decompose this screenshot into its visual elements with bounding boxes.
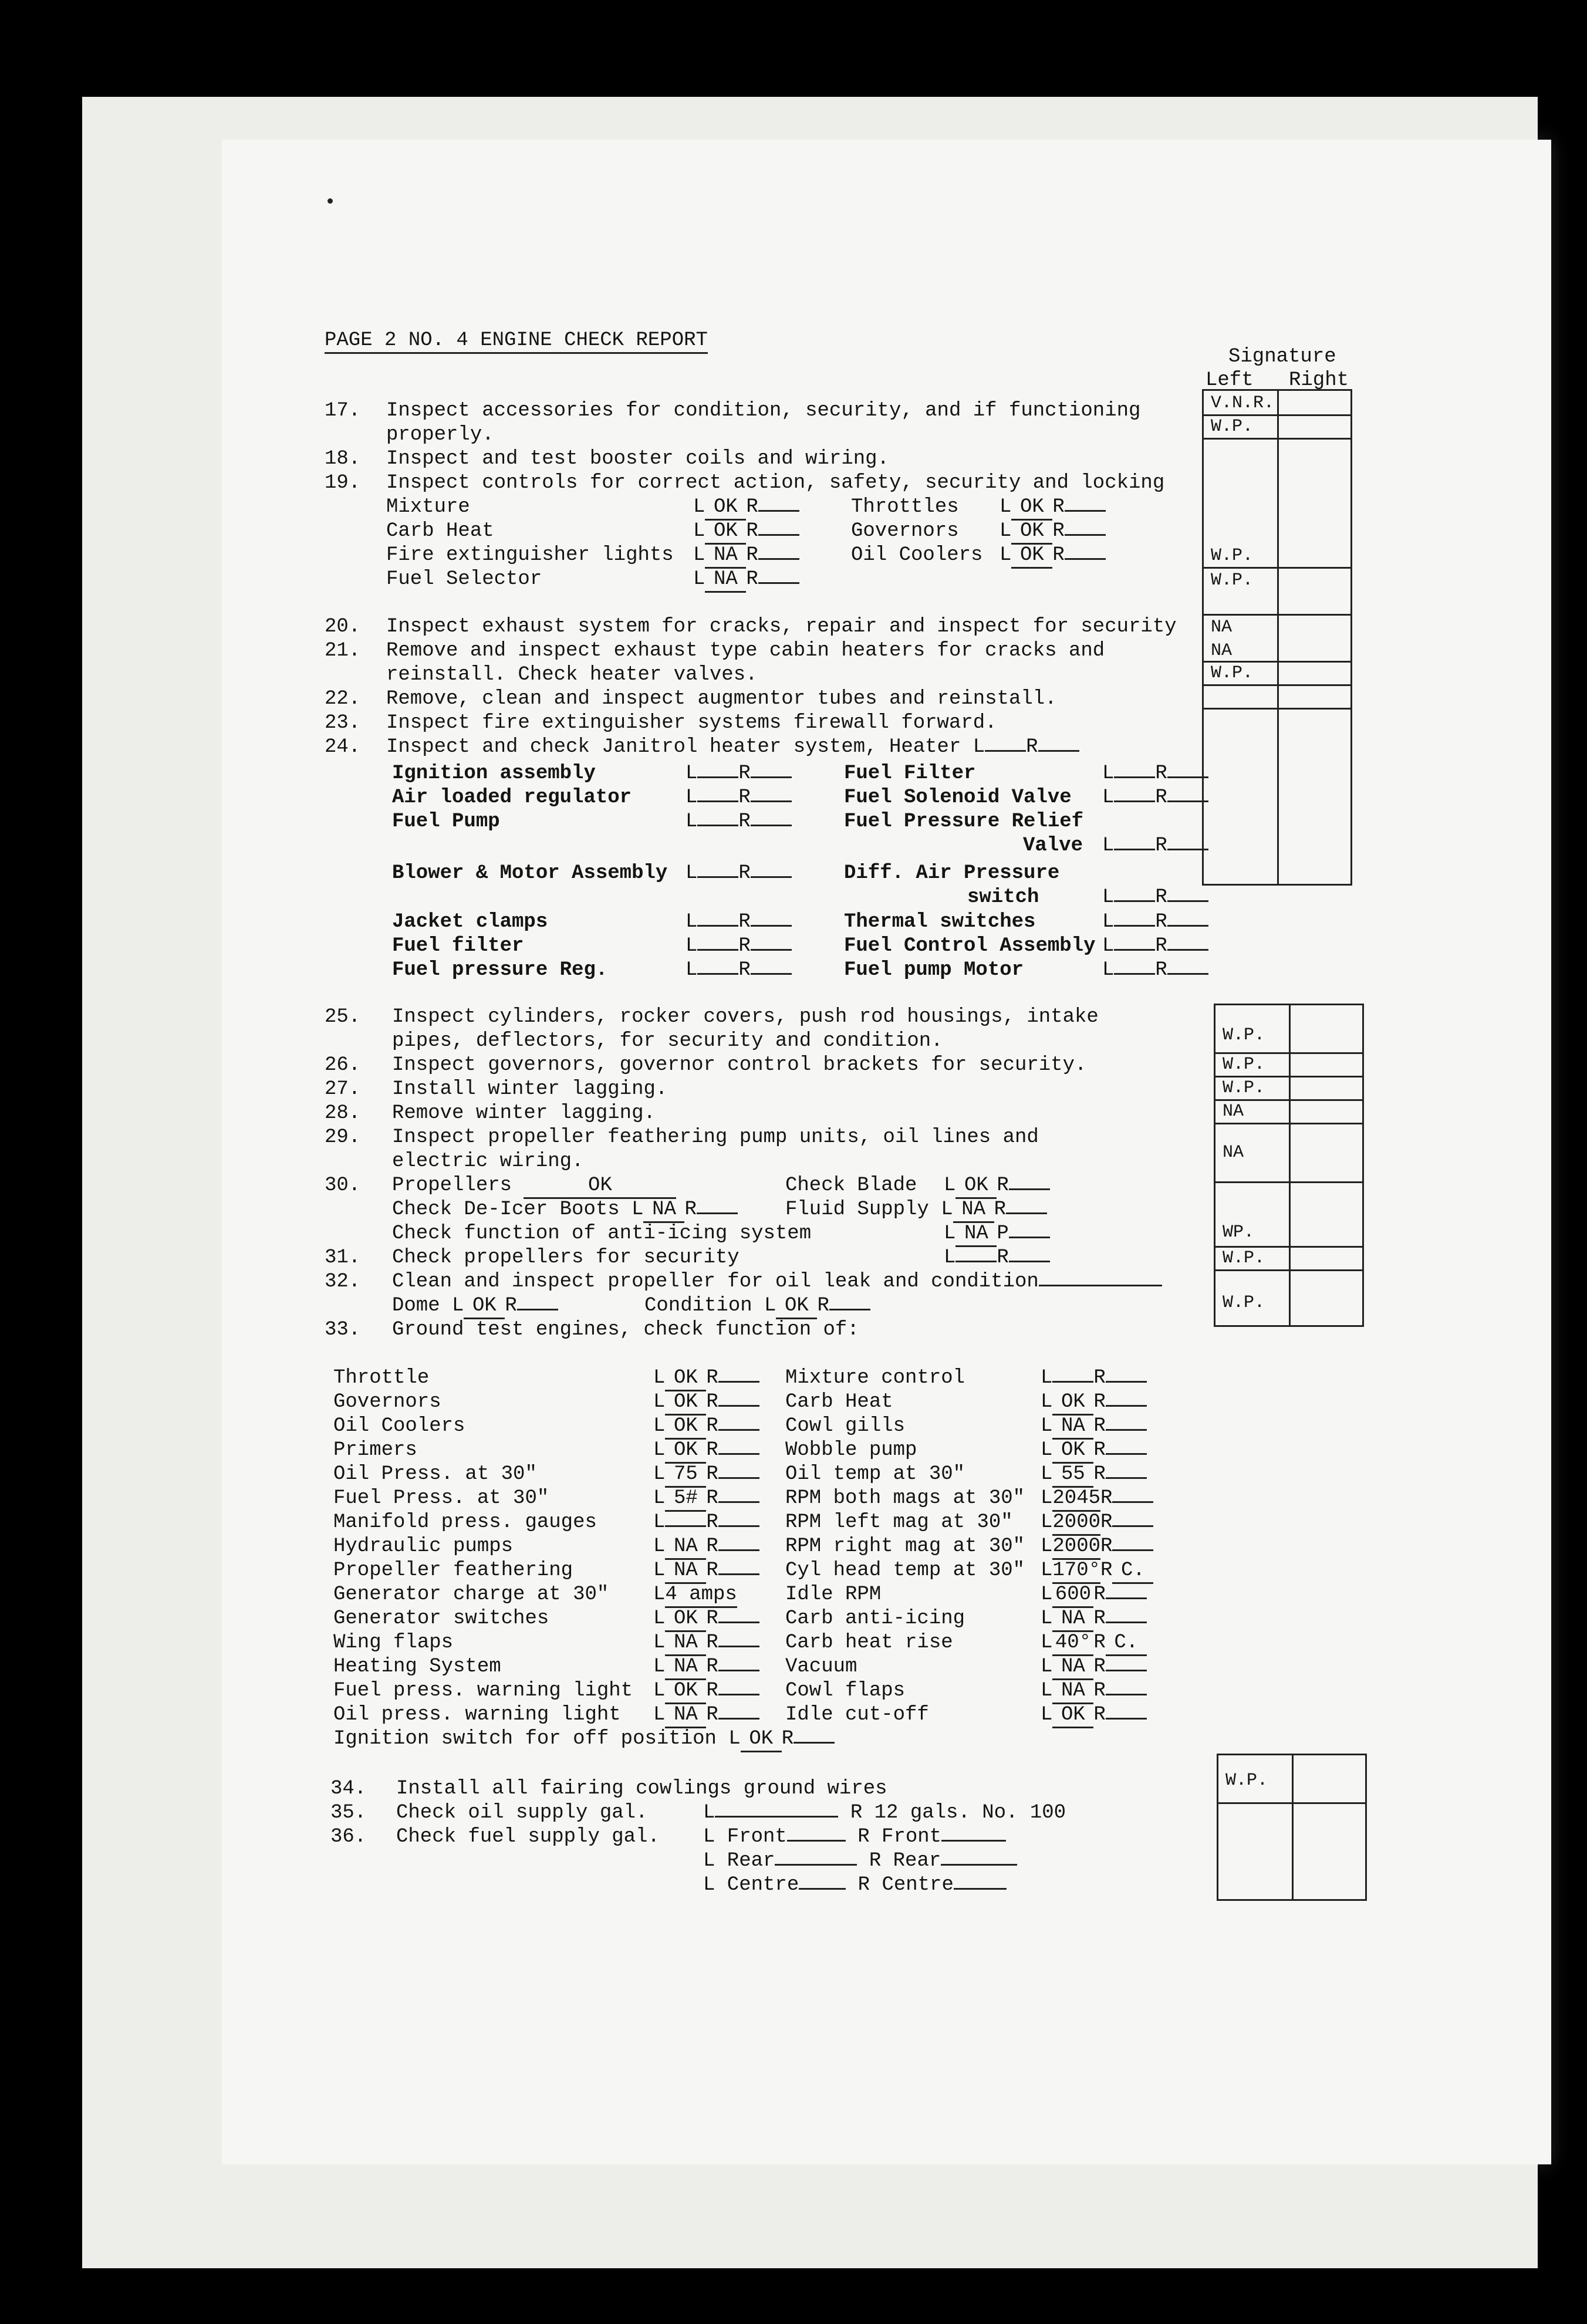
fuel-selector-lr: L NA R [693, 568, 799, 593]
fuel-front-row: L Front R Front [703, 1825, 1006, 1849]
ground-right-label: Cowl gills [785, 1415, 906, 1437]
ground-right-label: Carb Heat [785, 1391, 893, 1413]
ground-left-label: Heating System [333, 1656, 501, 1678]
fire-ext-label: Fire extinguisher lights [386, 544, 674, 566]
fuel-solenoid-label: Fuel Solenoid Valve [844, 786, 1072, 809]
ground-left-label: Generator switches [333, 1607, 549, 1630]
fuel-control-lr: L R [1102, 934, 1208, 958]
ground-left-label: Oil press. warning light [333, 1704, 621, 1726]
fuel-filter-right-label: Fuel Filter [844, 762, 976, 785]
page-title: PAGE 2 NO. 4 ENGINE CHECK REPORT [325, 329, 708, 354]
signature-26: W.P. [1223, 1055, 1265, 1075]
signature-34: W.P. [1225, 1771, 1268, 1791]
ground-left-value: L OK R [653, 1390, 759, 1416]
carb-heat-lr: L OK R [693, 519, 799, 545]
ground-left-value: L 5# R [653, 1487, 759, 1512]
ground-right-label: RPM both mags at 30" [785, 1487, 1025, 1509]
ground-left-label: Generator charge at 30" [333, 1583, 609, 1606]
signature-25: W.P. [1223, 1025, 1265, 1045]
signature-grid-bottom [1217, 1754, 1367, 1901]
signature-23: W.P. [1211, 663, 1254, 683]
ground-right-label: Carb anti-icing [785, 1607, 965, 1630]
ground-right-label: Vacuum [785, 1656, 857, 1678]
fuel-pump-label: Fuel Pump [392, 810, 500, 833]
signature-32: W.P. [1223, 1293, 1265, 1313]
ground-left-value: L OK R [653, 1679, 759, 1704]
signature-21: NA [1211, 617, 1233, 637]
item-29-text: Inspect propeller feathering pump units, oil lines and [392, 1126, 1039, 1149]
item-number: 35. [330, 1802, 367, 1824]
item-number: 33. [325, 1319, 361, 1341]
ground-left-label: Hydraulic pumps [333, 1535, 514, 1558]
item-number: 23. [325, 712, 361, 734]
blower-lr: L R [686, 862, 792, 885]
fuel-pump-motor-lr: L R [1102, 958, 1208, 982]
check-blade-lr: L OK R [944, 1174, 1050, 1199]
ground-left-value: L NA R [653, 1631, 759, 1656]
ground-left-value: L NA R [653, 1703, 759, 1728]
fuel-solenoid-lr: L R [1102, 786, 1208, 809]
fuel-filter-left-lr: L R [686, 934, 792, 958]
ground-right-value: L 600 R [1041, 1583, 1147, 1608]
ground-right-value: L NA R [1041, 1414, 1147, 1440]
fuel-rear-row: L Rear R Rear [703, 1849, 1017, 1873]
ground-right-value: L OK R [1041, 1438, 1147, 1464]
fuel-pressure-reg-lr: L R [686, 958, 792, 982]
signature-27: W.P. [1223, 1078, 1265, 1098]
item-number: 32. [325, 1271, 361, 1293]
ground-left-label: Oil Press. at 30" [333, 1463, 537, 1485]
item-17-text: Inspect accessories for condition, security, and if functioning [386, 400, 1141, 422]
ground-left-value: L NA R [653, 1655, 759, 1680]
ground-right-label: Cowl flaps [785, 1680, 906, 1702]
signature-29: NA [1223, 1143, 1244, 1163]
fuel-pump-lr: L R [686, 810, 792, 833]
fuel-filter-left-label: Fuel filter [392, 935, 524, 957]
throttles-lr: L OK R [1000, 495, 1106, 521]
item-26-text: Inspect governors, governor control brackets for security. [392, 1054, 1087, 1076]
ground-left-label: Fuel Press. at 30" [333, 1487, 549, 1509]
signature-22: NA [1211, 641, 1233, 661]
ground-right-label: Wobble pump [785, 1439, 917, 1461]
fuel-centre-row: L Centre R Centre [703, 1873, 1007, 1897]
signature-28: NA [1223, 1102, 1244, 1122]
ground-right-label: Cyl head temp at 30" [785, 1559, 1025, 1582]
item-number: 17. [325, 400, 361, 422]
ground-right-value: L NA R [1041, 1679, 1147, 1704]
ground-right-label: Mixture control [785, 1367, 965, 1389]
item-21-text-cont: reinstall. Check heater valves. [386, 664, 758, 686]
ground-right-label: Idle cut-off [785, 1704, 929, 1726]
carb-heat-label: Carb Heat [386, 520, 494, 542]
item-22-text: Remove, clean and inspect augmentor tubes and reinstall. [386, 688, 1057, 710]
item-20-text: Inspect exhaust system for cracks, repair and inspect for security [386, 616, 1177, 638]
ground-left-label: Propeller feathering [333, 1559, 573, 1582]
ground-left-label: Primers [333, 1439, 417, 1461]
thermal-switches-lr: L R [1102, 910, 1208, 934]
item-number: 30. [325, 1174, 361, 1197]
item-24-text: Inspect and check Janitrol heater system, Heater L R [386, 735, 1079, 759]
item-25-text: Inspect cylinders, rocker covers, push rod housings, intake [392, 1006, 1099, 1028]
fire-ext-lr: L NA R [693, 543, 799, 569]
signature-19: W.P. [1211, 546, 1254, 566]
item-number: 27. [325, 1078, 361, 1100]
fuel-control-label: Fuel Control Assembly [844, 935, 1096, 957]
ignition-switch-row: Ignition switch for off position L OK R [333, 1727, 835, 1752]
fuel-pressure-relief-label: Fuel Pressure Relief [844, 810, 1084, 833]
signature-grid-middle [1214, 1004, 1364, 1327]
item-number: 29. [325, 1126, 361, 1149]
signature-31: W.P. [1223, 1248, 1265, 1268]
ground-right-value: L 40° R C. [1041, 1631, 1147, 1656]
ignition-assembly-label: Ignition assembly [392, 762, 596, 785]
ground-left-value: L OK R [653, 1366, 759, 1391]
item-32-text: Clean and inspect propeller for oil leak and condition [392, 1270, 1162, 1293]
jacket-clamps-lr: L R [686, 910, 792, 934]
oil-coolers-label: Oil Coolers [851, 544, 983, 566]
item-number: 25. [325, 1006, 361, 1028]
ground-right-value: L2000R [1041, 1535, 1153, 1560]
ground-right-label: RPM left mag at 30" [785, 1511, 1013, 1533]
oil-supply-lr: L R 12 gals. No. 100 [703, 1802, 1066, 1824]
item-number: 19. [325, 472, 361, 494]
item-number: 34. [330, 1778, 367, 1800]
propellers-row: Propellers OK [392, 1174, 676, 1199]
switch-label: switch [967, 886, 1039, 908]
governors-label: Governors [851, 520, 959, 542]
item-number: 21. [325, 640, 361, 662]
ground-left-value: L R [653, 1511, 759, 1534]
item-number: 20. [325, 616, 361, 638]
ground-left-value: L NA R [653, 1535, 759, 1560]
ground-right-value: L2000R [1041, 1511, 1153, 1536]
ground-left-value: L4 amps [653, 1583, 737, 1608]
signature-right-heading: Right [1289, 369, 1349, 391]
item-number: 36. [330, 1826, 367, 1848]
fluid-supply-row: Fluid Supply L NA R [785, 1198, 1047, 1223]
fuel-pump-motor-label: Fuel pump Motor [844, 959, 1024, 981]
governors-lr: L OK R [1000, 519, 1106, 545]
air-regulator-lr: L R [686, 786, 792, 809]
item-31-lr: L R [944, 1246, 1050, 1269]
ground-right-value: L2045R [1041, 1487, 1153, 1512]
item-28-text: Remove winter lagging. [392, 1102, 656, 1124]
thermal-switches-label: Thermal switches [844, 911, 1036, 933]
item-36-text: Check fuel supply gal. [396, 1826, 660, 1848]
deicer-row: Check De-Icer Boots L NA R [392, 1198, 738, 1223]
signature-grid-top [1202, 389, 1352, 886]
item-35-text: Check oil supply gal. [396, 1802, 648, 1824]
signature-left-heading: Left [1206, 369, 1254, 391]
blower-label: Blower & Motor Assembly [392, 862, 668, 884]
item-33-text: Ground test engines, check function of: [392, 1319, 859, 1341]
ground-left-value: L OK R [653, 1414, 759, 1440]
item-31-text: Check propellers for security [392, 1247, 740, 1269]
signature-17: V.N.R. [1211, 393, 1275, 413]
item-21-text: Remove and inspect exhaust type cabin heaters for cracks and [386, 640, 1105, 662]
diff-air-lr: L R [1102, 886, 1208, 909]
ground-right-value: L OK R [1041, 1390, 1147, 1416]
ground-left-label: Governors [333, 1391, 441, 1413]
anti-icing-lr: L NA P [944, 1222, 1050, 1247]
ground-left-label: Wing flaps [333, 1631, 454, 1654]
item-34-text: Install all fairing cowlings ground wires [396, 1778, 887, 1800]
ground-left-label: Throttle [333, 1367, 430, 1389]
fuel-pressure-reg-label: Fuel pressure Reg. [392, 959, 608, 981]
dome-row: Dome L OK R [392, 1294, 558, 1319]
signature-18: W.P. [1211, 417, 1254, 437]
document-page [222, 140, 1551, 2164]
stray-mark [327, 198, 333, 204]
item-number: 22. [325, 688, 361, 710]
ground-left-label: Oil Coolers [333, 1415, 465, 1437]
air-regulator-label: Air loaded regulator [392, 786, 632, 809]
ignition-assembly-lr: L R [686, 762, 792, 785]
ground-left-label: Fuel press. warning light [333, 1680, 633, 1702]
fuel-pressure-relief-lr: L R [1102, 834, 1208, 857]
item-17-text-cont: properly. [386, 424, 494, 446]
item-29-text-cont: electric wiring. [392, 1150, 584, 1173]
anti-icing-label: Check function of anti-icing system [392, 1222, 812, 1245]
ground-right-label: Idle RPM [785, 1583, 882, 1606]
item-27-text: Install winter lagging. [392, 1078, 668, 1100]
ground-left-value: L OK R [653, 1607, 759, 1632]
check-blade-label: Check Blade [785, 1174, 917, 1197]
ground-right-value: L OK R [1041, 1703, 1147, 1728]
item-19-text: Inspect controls for correct action, safety, security and locking [386, 472, 1165, 494]
ground-left-value: L OK R [653, 1438, 759, 1464]
valve-label: Valve [1023, 835, 1083, 857]
jacket-clamps-label: Jacket clamps [392, 911, 548, 933]
item-18-text: Inspect and test booster coils and wiring. [386, 448, 889, 470]
diff-air-label: Diff. Air Pressure [844, 862, 1060, 884]
ground-right-value: L R [1041, 1366, 1147, 1390]
ground-right-value: L170°R C. [1041, 1559, 1153, 1584]
fuel-filter-right-lr: L R [1102, 762, 1208, 785]
ground-right-label: Carb heat rise [785, 1631, 953, 1654]
signature-20: W.P. [1211, 570, 1254, 590]
ground-right-value: L 55 R [1041, 1462, 1147, 1488]
ground-right-label: RPM right mag at 30" [785, 1535, 1025, 1558]
signature-heading: Signature [1228, 346, 1336, 368]
ground-left-value: L NA R [653, 1559, 759, 1584]
mixture-lr: L OK R [693, 495, 799, 521]
ground-left-label: Manifold press. gauges [333, 1511, 597, 1533]
throttles-label: Throttles [851, 496, 959, 518]
ground-right-value: L NA R [1041, 1655, 1147, 1680]
item-number: 18. [325, 448, 361, 470]
item-number: 31. [325, 1247, 361, 1269]
item-number: 24. [325, 736, 361, 758]
item-number: 28. [325, 1102, 361, 1124]
item-number: 26. [325, 1054, 361, 1076]
item-25-text-cont: pipes, deflectors, for security and condition. [392, 1030, 943, 1052]
condition-row: Condition L OK R [644, 1294, 870, 1319]
oil-coolers-lr: L OK R [1000, 543, 1106, 569]
ground-left-value: L 75 R [653, 1462, 759, 1488]
signature-30: WP. [1223, 1222, 1255, 1242]
fuel-selector-label: Fuel Selector [386, 568, 542, 590]
mixture-label: Mixture [386, 496, 470, 518]
ground-right-value: L NA R [1041, 1607, 1147, 1632]
ground-right-label: Oil temp at 30" [785, 1463, 965, 1485]
item-23-text: Inspect fire extinguisher systems firewall forward. [386, 712, 997, 734]
